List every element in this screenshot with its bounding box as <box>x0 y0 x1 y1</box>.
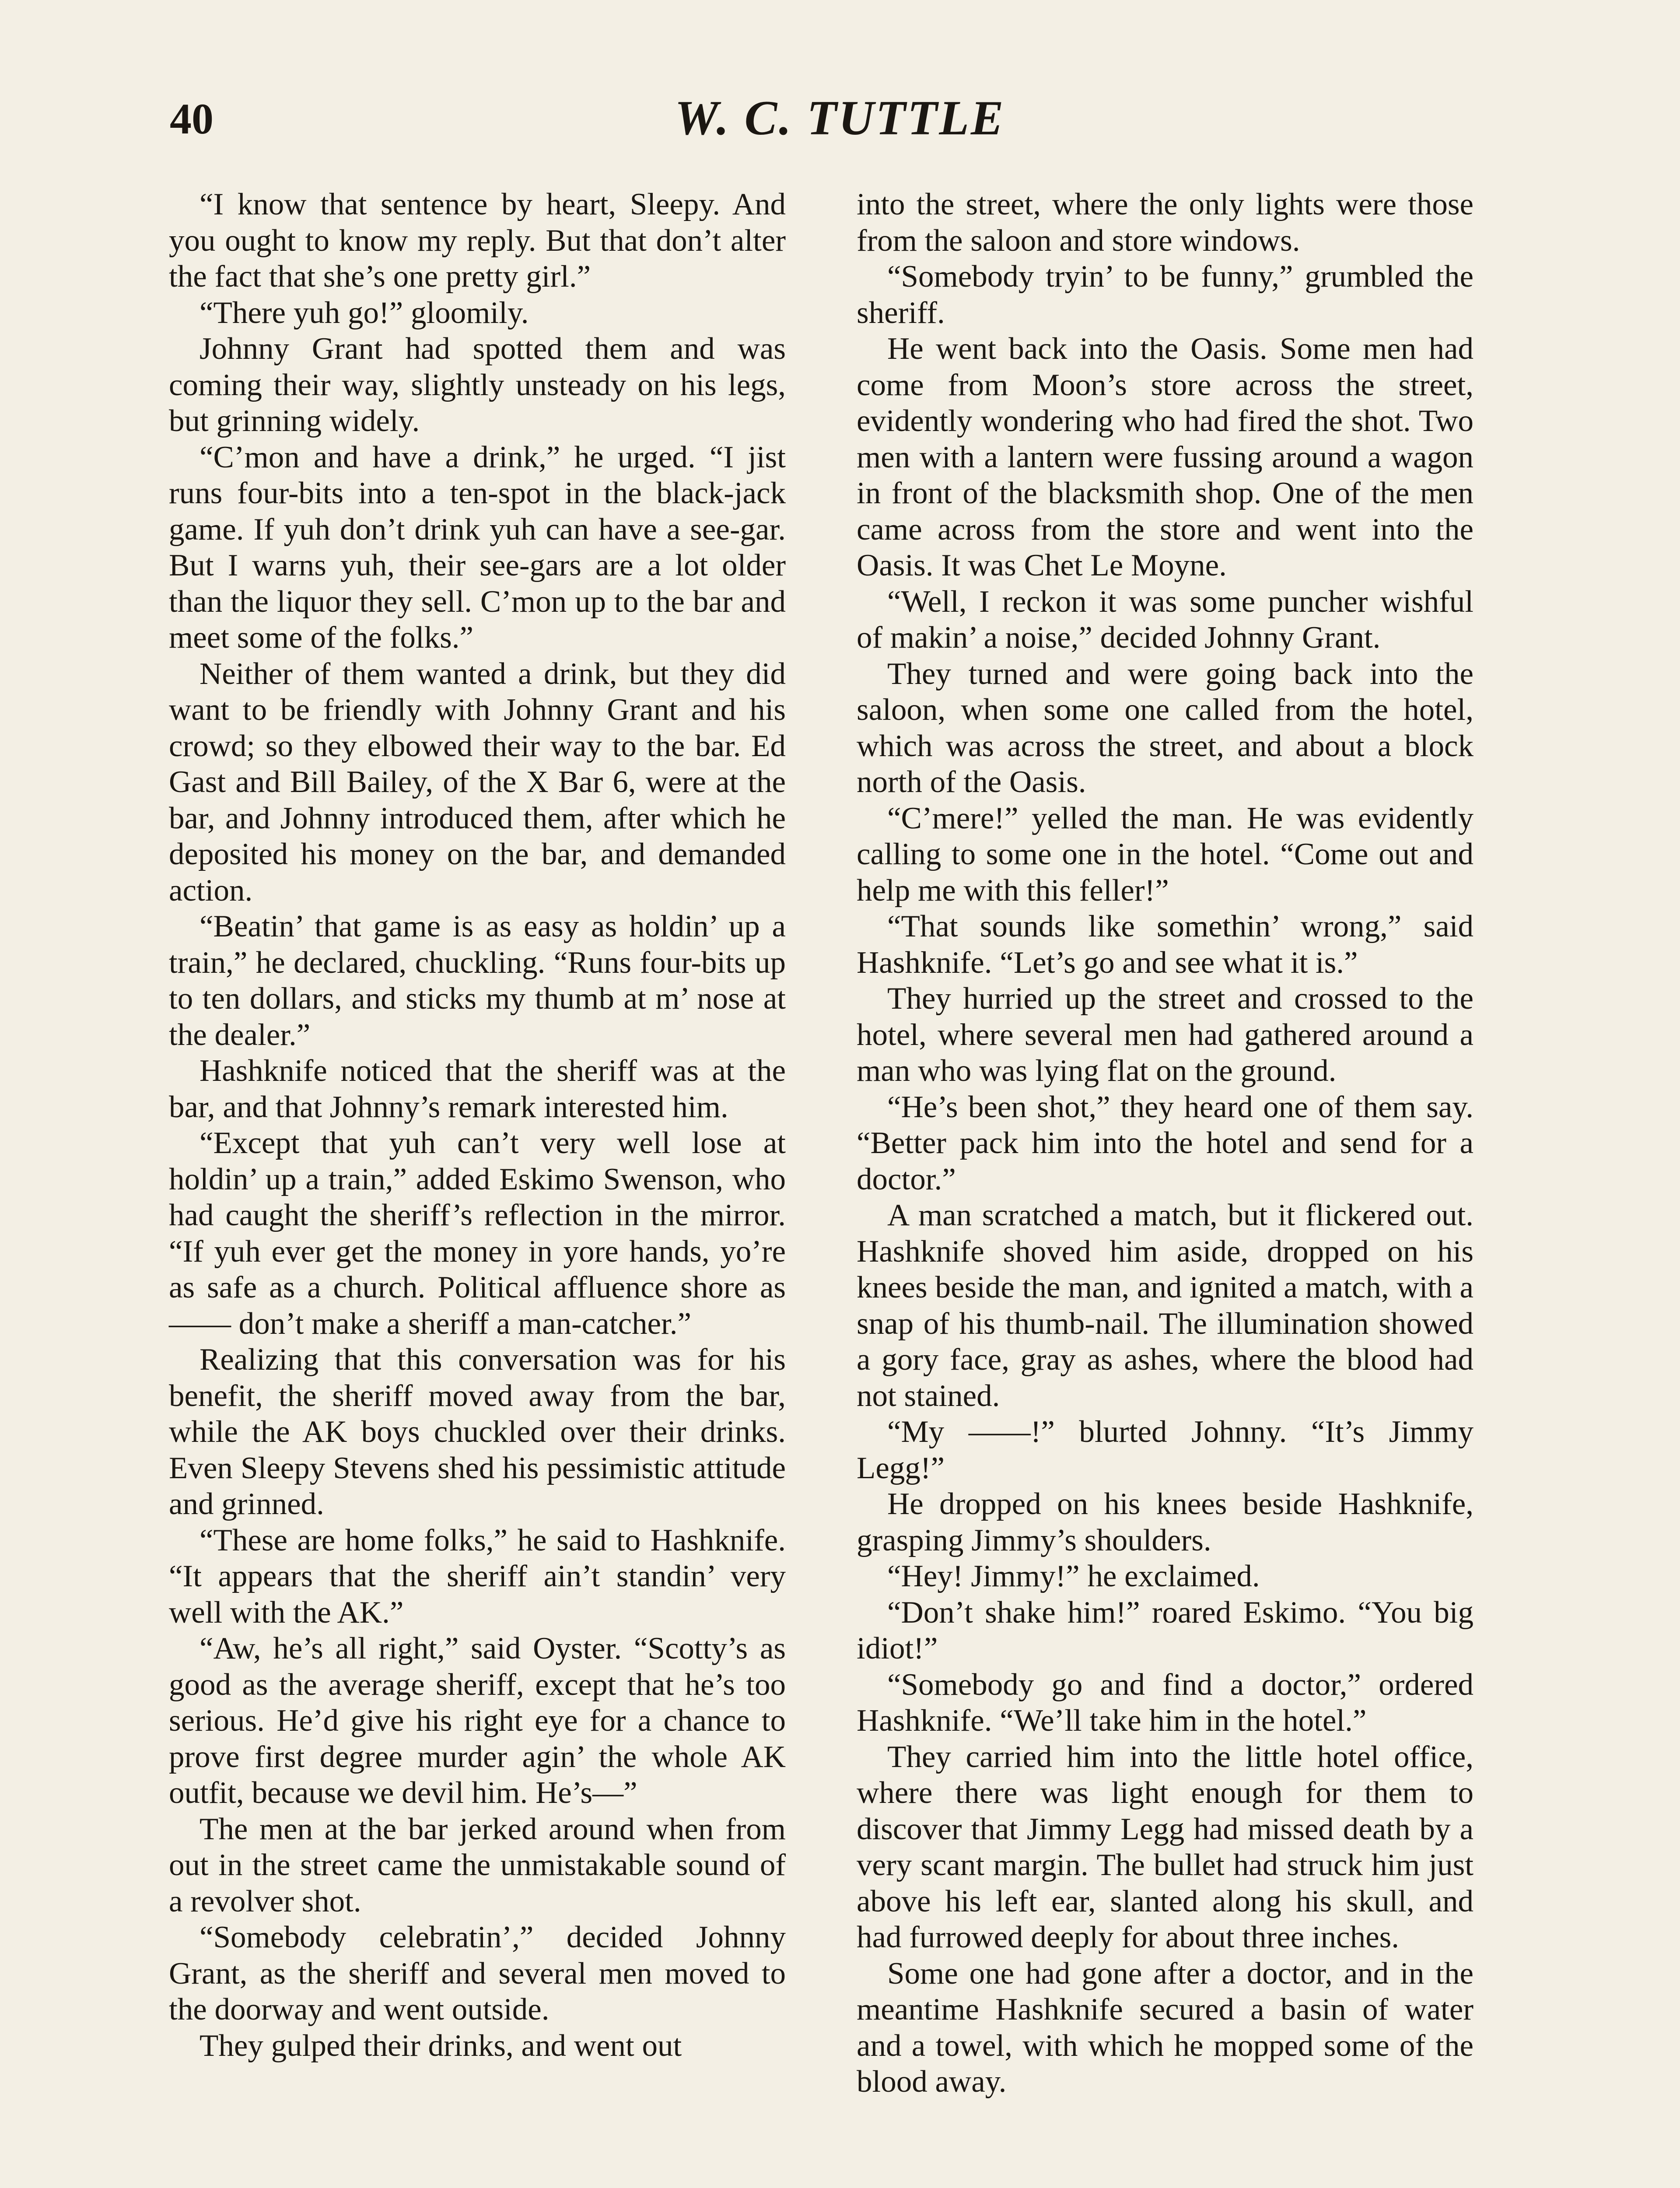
paragraph: Neither of them wanted a drink, but they did want to be friendly with Johnny Grant and his crowd; so they elbowed their way to the bar. Ed Gast and Bill Bailey, of the X Bar 6, were at the bar, and Johnny introduced them, after which he deposited his money on the bar, and demanded action. <box>169 656 786 908</box>
paragraph: A man scratched a match, but it flickered out. Hashknife shoved him aside, dropped on his knees beside the man, and ignited a match, with a snap of his thumb-nail. The illumination showed a gory face, gray as ashes, where the blood had not stained. <box>857 1198 1474 1413</box>
paragraph: They turned and were going back into the saloon, when some one called from the hotel, which was across the street, and about a block north of the Oasis. <box>857 656 1474 799</box>
paragraph: “Somebody go and find a doctor,” ordered Hashknife. “We’ll take him in the hotel.” <box>857 1667 1474 1738</box>
paragraph: The men at the bar jerked around when from out in the street came the unmistakable sound of a revolver shot. <box>169 1812 786 1918</box>
paragraph: Realizing that this conversation was for his benefit, the sheriff moved away from the bar, while the AK boys chuckled over their drinks. Even Sleepy Stevens shed his pessimistic attitude and grinned. <box>169 1343 786 1521</box>
paragraph: Some one had gone after a doctor, and in the meantime Hashknife secured a basin of water and a towel, with which he mopped some of the blood away. <box>857 1956 1474 2099</box>
paragraph: “These are home folks,” he said to Hashknife. “It appears that the sheriff ain’t standin’ very well with the AK.” <box>169 1523 786 1630</box>
paragraph: “Aw, he’s all right,” said Oyster. “Scotty’s as good as the average sheriff, except that he’s too serious. He’d give his right eye for a chance to prove first degree murder agin’ the whole AK outfit, because we devil him. He’s—” <box>169 1631 786 1810</box>
paragraph: “C’mon and have a drink,” he urged. “I jist runs four-bits into a ten-spot in the black-jack game. If yuh don’t drink yuh can have a see-gar. But I warns yuh, their see-gars are a lot older than the liquor they sell. C’mon up to the bar and meet some of the folks.” <box>169 440 786 655</box>
paragraph-continuation: into the street, where the only lights were those from the saloon and store windows. <box>857 187 1474 258</box>
paragraph: “Somebody celebratin’,” decided Johnny Grant, as the sheriff and several men moved to the doorway and went outside. <box>169 1920 786 2027</box>
paragraph: “That sounds like somethin’ wrong,” said Hashknife. “Let’s go and see what it is.” <box>857 909 1474 980</box>
paragraph: “My ——!” blurted Johnny. “It’s Jimmy Legg!” <box>857 1415 1474 1485</box>
paragraph: They hurried up the street and crossed to the hotel, where several men had gathered around a man who was lying flat on the ground. <box>857 982 1474 1088</box>
paragraph: They carried him into the little hotel office, where there was light enough for them to discover that Jimmy Legg had missed death by a very scant margin. The bullet had struck him just above his left ear, slanted along his skull, and had furrowed deeply for about three inches. <box>857 1739 1474 1954</box>
paragraph: “Somebody tryin’ to be funny,” grumbled the sheriff. <box>857 259 1474 330</box>
right-column <box>857 186 1474 2100</box>
paragraph: “There yuh go!” gloomily. <box>200 295 529 330</box>
paragraph: “Hey! Jimmy!” he exclaimed. <box>887 1559 1260 1593</box>
paragraph: “Well, I reckon it was some puncher wishful of makin’ a noise,” decided Johnny Grant. <box>857 584 1474 655</box>
page-number: 40 <box>170 95 214 143</box>
paragraph: Hashknife noticed that the sheriff was at the bar, and that Johnny’s remark interested him. <box>169 1054 786 1124</box>
paragraph: “Don’t shake him!” roared Eskimo. “You big idiot!” <box>857 1595 1474 1666</box>
paragraph: They gulped their drinks, and went out <box>200 2028 682 2063</box>
paragraph: “Except that yuh can’t very well lose at holdin’ up a train,” added Eskimo Swenson, who had caught the sheriff’s reflection in the mirror. “If yuh ever get the money in yore hands, yo’re as safe as a church. Political affluence shore as —— don’t make a sheriff a man-catcher.” <box>169 1126 786 1341</box>
paragraph: “Beatin’ that game is as easy as holdin’ up a train,” he declared, chuckling. “Runs four-bits up to ten dollars, and sticks my thumb at m’ nose at the dealer.” <box>169 909 786 1052</box>
paragraph: “C’mere!” yelled the man. He was evidently calling to some one in the hotel. “Come out and help me with this feller!” <box>857 801 1474 908</box>
paragraph: Johnny Grant had spotted them and was coming their way, slightly unsteady on his legs, but grinning widely. <box>169 332 786 438</box>
left-column <box>169 186 786 2064</box>
running-head-author: W. C. TUTTLE <box>675 91 1005 145</box>
paragraph: He went back into the Oasis. Some men had come from Moon’s store across the street, evidently wondering who had fired the shot. Two men with a lantern were fussing around a wagon in front of the blacksmith shop. One of the men came across from the store and went into the Oasis. It was Chet Le Moyne. <box>857 332 1474 582</box>
paragraph: “He’s been shot,” they heard one of them say. “Better pack him into the hotel and send for a doctor.” <box>857 1090 1474 1196</box>
paragraph: He dropped on his knees beside Hashknife, grasping Jimmy’s shoulders. <box>857 1487 1474 1557</box>
paragraph: “I know that sentence by heart, Sleepy. And you ought to know my reply. But that don’t alter the fact that she’s one pretty girl.” <box>169 187 786 294</box>
